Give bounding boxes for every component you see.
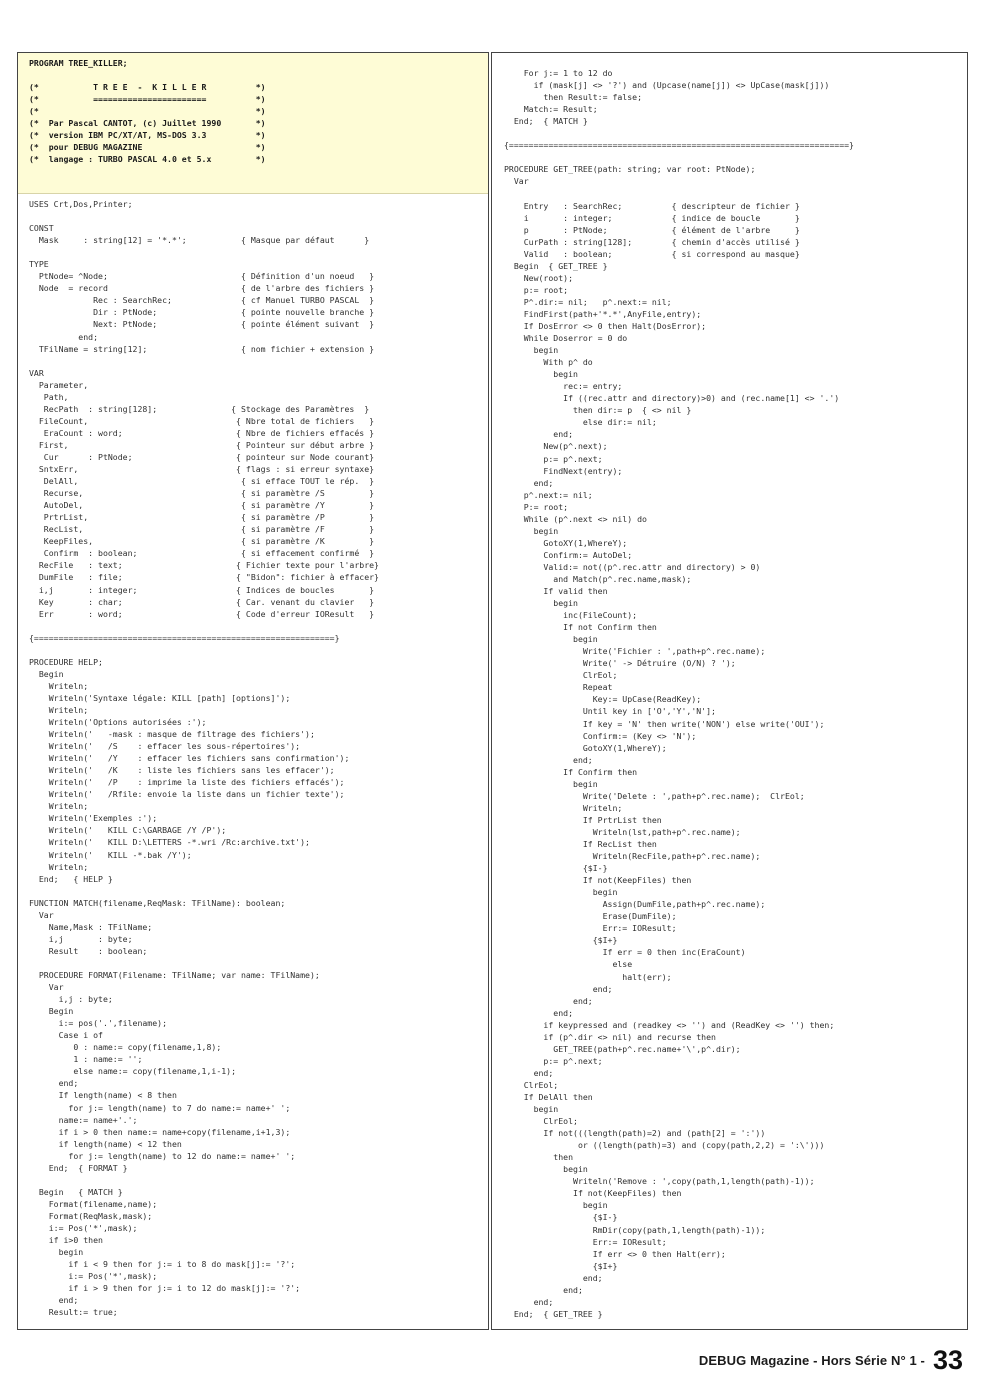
code-line: Next: PtNode; { pointe élément suivant }	[29, 319, 375, 330]
code-line: While Doserror = 0 do	[504, 333, 628, 344]
code-line: Writeln(' /S : effacer les sous-répertoires');	[29, 741, 301, 752]
code-line: PtNode= ^Node; { Définition d'un noeud }	[29, 271, 375, 282]
code-line: Writeln(' KILL D:\LETTERS -*.wri /Rc:archive.txt');	[29, 837, 310, 848]
code-line: end;	[504, 429, 574, 440]
code-line: i,j : byte;	[29, 933, 133, 944]
code-line: For j:= 1 to 12 do	[504, 68, 613, 78]
code-line: Repeat	[504, 682, 613, 693]
code-line: begin	[504, 345, 559, 356]
code-line: Rec : SearchRec; { cf Manuel TURBO PASCAL }	[29, 295, 375, 306]
code-line: First, { Pointeur sur début arbre }	[29, 439, 375, 450]
code-line: P:= root;	[504, 501, 569, 512]
code-line: if (p^.dir <> nil) and recurse then	[504, 1031, 716, 1042]
code-line: Write('Delete : ',path+p^.rec.name); ClrEol;	[504, 790, 805, 801]
code-line: end;	[29, 1078, 79, 1089]
code-line: if i < 9 then for j:= i to 8 do mask[j]:= '?';	[29, 1259, 296, 1270]
code-line: if i > 9 then for j:= i to 12 do mask[j]:= '?';	[29, 1283, 301, 1294]
code-line: If Confirm then	[504, 766, 638, 777]
code-line: KeepFiles, { si paramètre /K }	[29, 536, 375, 547]
code-line: FileCount, { Nbre total de fichiers }	[29, 415, 375, 426]
code-line: end;	[504, 1007, 574, 1018]
code-line	[29, 69, 266, 81]
code-line: RecList, { si paramètre /F }	[29, 524, 375, 535]
code-line: Node = record { de l'arbre des fichiers }	[29, 283, 375, 294]
code-line: begin	[504, 778, 598, 789]
code-line: {=====================================================================}	[504, 140, 854, 151]
code-line: {$I-}	[504, 863, 608, 874]
code-line: if (mask[j] <> '?') and (Upcase(name[j]) <> UpCase(mask[j]))	[504, 80, 830, 91]
code-listing-left	[29, 198, 379, 1318]
code-line	[29, 355, 379, 367]
code-line: Result : boolean;	[29, 945, 148, 956]
code-line: If not(KeepFiles) then	[504, 875, 692, 886]
code-line: FindFirst(path+'*.*',AnyFile,entry);	[504, 308, 702, 319]
code-line: then dir:= p { <> nil }	[504, 405, 692, 416]
code-line: (* langage : TURBO PASCAL 4.0 et 5.x *)	[29, 154, 266, 165]
code-line: Writeln;	[29, 861, 89, 872]
code-line: begin	[504, 1200, 608, 1211]
code-line: End; { GET_TREE }	[504, 1308, 603, 1319]
code-line: If err <> 0 then Halt(err);	[504, 1248, 726, 1259]
code-line: i,j : byte;	[29, 994, 113, 1005]
code-line: Format(filename,name);	[29, 1198, 158, 1209]
code-line: Mask : string[12] = '*.*'; { Masque par défaut }	[29, 235, 370, 246]
code-line: p^.next:= nil;	[504, 489, 593, 500]
code-line: inc(FileCount);	[504, 610, 638, 621]
code-line: Path,	[29, 391, 69, 402]
code-line: DumFile : file; { "Bidon": fichier à effacer}	[29, 572, 379, 583]
code-line: FUNCTION MATCH(filename,ReqMask: TFilName): boolean;	[29, 897, 286, 908]
code-line: SntxErr, { flags : si erreur syntaxe}	[29, 464, 375, 475]
code-line: end;	[29, 331, 99, 342]
code-line: rec:= entry;	[504, 381, 623, 392]
code-line: If err = 0 then inc(EraCount)	[504, 947, 746, 958]
code-line: Writeln;	[29, 801, 89, 812]
code-line: GotoXY(1,WhereY);	[504, 537, 628, 548]
code-line: p : PtNode; { élément de l'arbre }	[504, 224, 800, 235]
code-line: Begin	[29, 668, 64, 679]
code-line: Recurse, { si paramètre /S }	[29, 488, 375, 499]
code-line: end;	[504, 477, 554, 488]
code-line: EraCount : word; { Nbre de fichiers effacés }	[29, 427, 375, 438]
code-line: Writeln;	[504, 802, 623, 813]
code-line	[29, 1174, 379, 1186]
code-line: p:= p^.next;	[504, 453, 603, 464]
code-line: Writeln(' -mask : masque de filtrage des fichiers');	[29, 729, 315, 740]
code-line: Var	[29, 982, 64, 993]
code-line: end;	[504, 983, 613, 994]
code-line: Entry : SearchRec; { descripteur de fichier }	[504, 200, 800, 211]
code-line: Parameter,	[29, 379, 89, 390]
code-line: end;	[504, 995, 593, 1006]
code-listing-right	[504, 67, 854, 1320]
code-line: then	[504, 1152, 574, 1163]
code-line: for j:= length(name) to 12 do name:= name+' ';	[29, 1150, 296, 1161]
code-line: i,j : integer; { Indices de boucles }	[29, 584, 375, 595]
code-line: p:= p^.next;	[504, 1055, 603, 1066]
code-line: P^.dir:= nil; p^.next:= nil;	[504, 296, 672, 307]
code-line: With p^ do	[504, 357, 593, 368]
footer-magazine-title: DEBUG Magazine - Hors Série N° 1 -	[698, 1353, 925, 1368]
code-line: Write('Fichier : ',path+p^.rec.name);	[504, 646, 766, 657]
code-line: TYPE	[29, 259, 49, 270]
code-line: End; { HELP }	[29, 873, 113, 884]
code-line	[504, 151, 854, 163]
code-line: begin	[504, 1104, 559, 1115]
code-line: end;	[29, 1295, 79, 1306]
code-line: VAR	[29, 367, 44, 378]
code-line: Dir : PtNode; { pointe nouvelle branche }	[29, 307, 375, 318]
code-line	[29, 957, 379, 969]
code-line: else	[504, 959, 633, 970]
listing-column-right	[491, 52, 968, 1330]
code-line	[29, 246, 379, 258]
code-line: CONST	[29, 223, 54, 234]
code-line: GET_TREE(path+p^.rec.name+'\',p^.dir);	[504, 1043, 741, 1054]
code-line: (* version IBM PC/XT/AT, MS-DOS 3.3 *)	[29, 130, 266, 141]
code-line: Assign(DumFile,path+p^.rec.name);	[504, 899, 766, 910]
code-line: RecFile : text; { Fichier texte pour l'arbre}	[29, 560, 379, 571]
code-line: Var	[29, 909, 54, 920]
code-line: PROCEDURE GET_TREE(path: string; var root: PtNode);	[504, 164, 756, 175]
code-line: end;	[504, 1296, 554, 1307]
code-line: end;	[504, 1272, 603, 1283]
code-line: begin	[504, 598, 578, 609]
code-line: PROCEDURE FORMAT(Filename: TFilName; var name: TFilName);	[29, 970, 320, 980]
code-line: ClrEol;	[504, 670, 618, 681]
code-line: End; { FORMAT }	[29, 1162, 128, 1173]
code-line: Format(ReqMask,mask);	[29, 1210, 153, 1221]
code-line: Confirm:= AutoDel;	[504, 549, 633, 560]
code-line: begin	[504, 887, 618, 898]
code-line: then Result:= false;	[504, 92, 643, 103]
code-line: If not(((length(path)=2) and (path[2] = ':'))	[504, 1128, 766, 1139]
code-line: if i>0 then	[29, 1235, 103, 1246]
code-line: Valid:= not((p^.rec.attr and directory) > 0)	[504, 561, 761, 572]
code-line: Writeln(' KILL -*.bak /Y');	[29, 849, 192, 860]
code-line: If ((rec.attr and directory)>0) and (rec.name[1] <> '.')	[504, 393, 840, 404]
code-line: begin	[504, 525, 559, 536]
code-line	[29, 644, 379, 656]
code-line: else name:= copy(filename,1,i-1);	[29, 1066, 237, 1077]
code-line: PrtrList, { si paramètre /P }	[29, 512, 375, 523]
code-line: if keypressed and (readkey <> '') and (ReadKey <> '') then;	[504, 1019, 835, 1030]
code-line: begin	[504, 1164, 588, 1175]
code-line: While (p^.next <> nil) do	[504, 513, 647, 524]
code-line: Err:= IOResult;	[504, 1236, 667, 1247]
code-line: If PrtrList then	[504, 814, 662, 825]
code-line: Key:= UpCase(ReadKey);	[504, 694, 702, 705]
code-line: Writeln(' /P : imprime la liste des fichiers effacés');	[29, 777, 345, 788]
code-line: and Match(p^.rec.name,mask);	[504, 573, 692, 584]
code-line: Writeln(lst,path+p^.rec.name);	[504, 826, 741, 837]
code-line: (* T R E E - K I L L E R *)	[29, 82, 266, 93]
code-line: for j:= length(name) to 7 do name:= name+' ';	[29, 1102, 291, 1113]
code-line: PROCEDURE HELP;	[29, 656, 103, 667]
code-line: {$I-}	[504, 1212, 618, 1223]
code-line: New(p^.next);	[504, 441, 608, 452]
code-line: ClrEol;	[504, 1079, 559, 1090]
code-line: Err : word; { Code d'erreur IOResult }	[29, 608, 375, 619]
code-line: begin	[504, 634, 598, 645]
code-line: else dir:= nil;	[504, 417, 657, 428]
code-line: Name,Mask : TFilName;	[29, 921, 153, 932]
code-line: Case i of	[29, 1030, 103, 1041]
code-line: End; { MATCH }	[504, 116, 588, 127]
code-line: New(root);	[504, 272, 574, 283]
code-line	[504, 127, 854, 139]
code-line: if i > 0 then name:= name+copy(filename,i+1,3);	[29, 1126, 291, 1137]
code-line: Writeln(' /K : liste les fichiers sans les effacer');	[29, 765, 335, 776]
code-line: Err:= IOResult;	[504, 923, 677, 934]
code-line	[29, 885, 379, 897]
code-line: Writeln('Options autorisées :');	[29, 717, 207, 728]
code-line: (* ======================= *)	[29, 94, 266, 105]
code-line: AutoDel, { si paramètre /Y }	[29, 500, 375, 511]
page-number: 33	[932, 1345, 963, 1375]
code-line: If DelAll then	[504, 1091, 593, 1102]
code-line: p:= root;	[504, 284, 569, 295]
code-line: Cur : PtNode; { pointeur sur Node courant}	[29, 451, 375, 462]
code-line: Writeln(' KILL C:\GARBAGE /Y /P');	[29, 825, 227, 836]
code-line: {$I+}	[504, 935, 618, 946]
code-line: If not(KeepFiles) then	[504, 1188, 682, 1199]
code-line: i : integer; { indice de boucle }	[504, 212, 800, 223]
code-line: GotoXY(1,WhereY);	[504, 742, 667, 753]
code-line: If not Confirm then	[504, 622, 657, 633]
code-line: Confirm : boolean; { si effacement confirmé }	[29, 548, 375, 559]
code-line: DelAll, { si efface TOUT le rép. }	[29, 476, 375, 487]
code-line: CurPath : string[128]; { chemin d'accès utilisé }	[504, 236, 800, 247]
code-line: If valid then	[504, 586, 608, 597]
code-line: Writeln;	[29, 680, 89, 691]
code-line: Writeln('Exemples :');	[29, 813, 158, 824]
code-line: name:= name+'.';	[29, 1114, 138, 1125]
code-line: Writeln('Syntaxe légale: KILL [path] [options]');	[29, 692, 291, 703]
code-line: PROGRAM TREE_KILLER;	[29, 58, 128, 68]
code-line: halt(err);	[504, 971, 672, 982]
code-line: (* pour DEBUG MAGAZINE *)	[29, 142, 266, 153]
listing-column-left	[17, 52, 489, 1330]
code-line: Writeln(' /Rfile: envoie la liste dans un fichier texte');	[29, 789, 345, 800]
code-line: If RecList then	[504, 839, 657, 849]
page-footer	[699, 1340, 963, 1374]
code-line	[504, 187, 854, 199]
code-line: 0 : name:= copy(filename,1,8);	[29, 1042, 222, 1053]
code-line: USES Crt,Dos,Printer;	[29, 199, 133, 209]
code-line: Writeln(' /Y : effacer les fichiers sans confirmation');	[29, 753, 350, 764]
code-line: Begin	[29, 1006, 74, 1017]
code-line: end;	[504, 1067, 554, 1078]
code-line: end;	[504, 1284, 583, 1295]
code-line: Match:= Result;	[504, 104, 598, 115]
code-line: Begin { MATCH }	[29, 1186, 123, 1197]
code-line: Key : char; { Car. venant du clavier }	[29, 596, 375, 607]
code-line: begin	[29, 1247, 84, 1258]
code-line: (* Par Pascal CANTOT, (c) Juillet 1990 *)	[29, 118, 266, 129]
code-line: Result:= true;	[29, 1307, 118, 1318]
code-line: Write(' -> Détruire (O/N) ? ');	[504, 658, 736, 669]
code-line: (* *)	[29, 106, 266, 117]
code-line: begin	[504, 369, 578, 380]
code-line: {$I+}	[504, 1260, 618, 1271]
code-line: Begin { GET_TREE }	[504, 260, 608, 271]
code-line: i:= pos('.',filename);	[29, 1018, 168, 1029]
code-line: Until key in ['O','Y','N'];	[504, 706, 716, 717]
code-line: end;	[504, 754, 593, 765]
code-line: FindNext(entry);	[504, 465, 623, 476]
code-line: i:= Pos('*',mask);	[29, 1222, 138, 1233]
code-line: RecPath : string[128]; { Stockage des Paramètres }	[29, 403, 370, 414]
code-line: if length(name) < 12 then	[29, 1138, 182, 1149]
code-line: Erase(DumFile);	[504, 911, 677, 922]
code-line: Var	[504, 176, 529, 187]
code-line: Writeln('Remove : ',copy(path,1,length(path)-1));	[504, 1176, 815, 1187]
code-line: Writeln(RecFile,path+p^.rec.name);	[504, 851, 761, 862]
code-line: TFilName = string[12]; { nom fichier + extension }	[29, 343, 375, 354]
code-line: If length(name) < 8 then	[29, 1090, 177, 1101]
code-line: If DosError <> 0 then Halt(DosError);	[504, 320, 707, 331]
code-line: Confirm:= (Key <> 'N');	[504, 730, 697, 741]
code-line: 1 : name:= '';	[29, 1054, 143, 1065]
code-line: Writeln;	[29, 704, 89, 715]
code-line: RmDir(copy(path,1,length(path)-1));	[504, 1224, 766, 1235]
code-line	[29, 620, 379, 632]
code-line: {=============================================================}	[29, 632, 340, 643]
code-line: Valid : boolean; { si correspond au masque}	[504, 248, 800, 259]
program-header-block	[29, 57, 266, 165]
code-line: i:= Pos('*',mask);	[29, 1271, 158, 1282]
code-line: or ((length(path)=3) and (copy(path,2,2) = ':\')))	[504, 1140, 825, 1151]
code-line	[29, 210, 379, 222]
code-line: ClrEol;	[504, 1116, 578, 1127]
code-line: If key = 'N' then write('NON') else write('OUI');	[504, 718, 825, 729]
